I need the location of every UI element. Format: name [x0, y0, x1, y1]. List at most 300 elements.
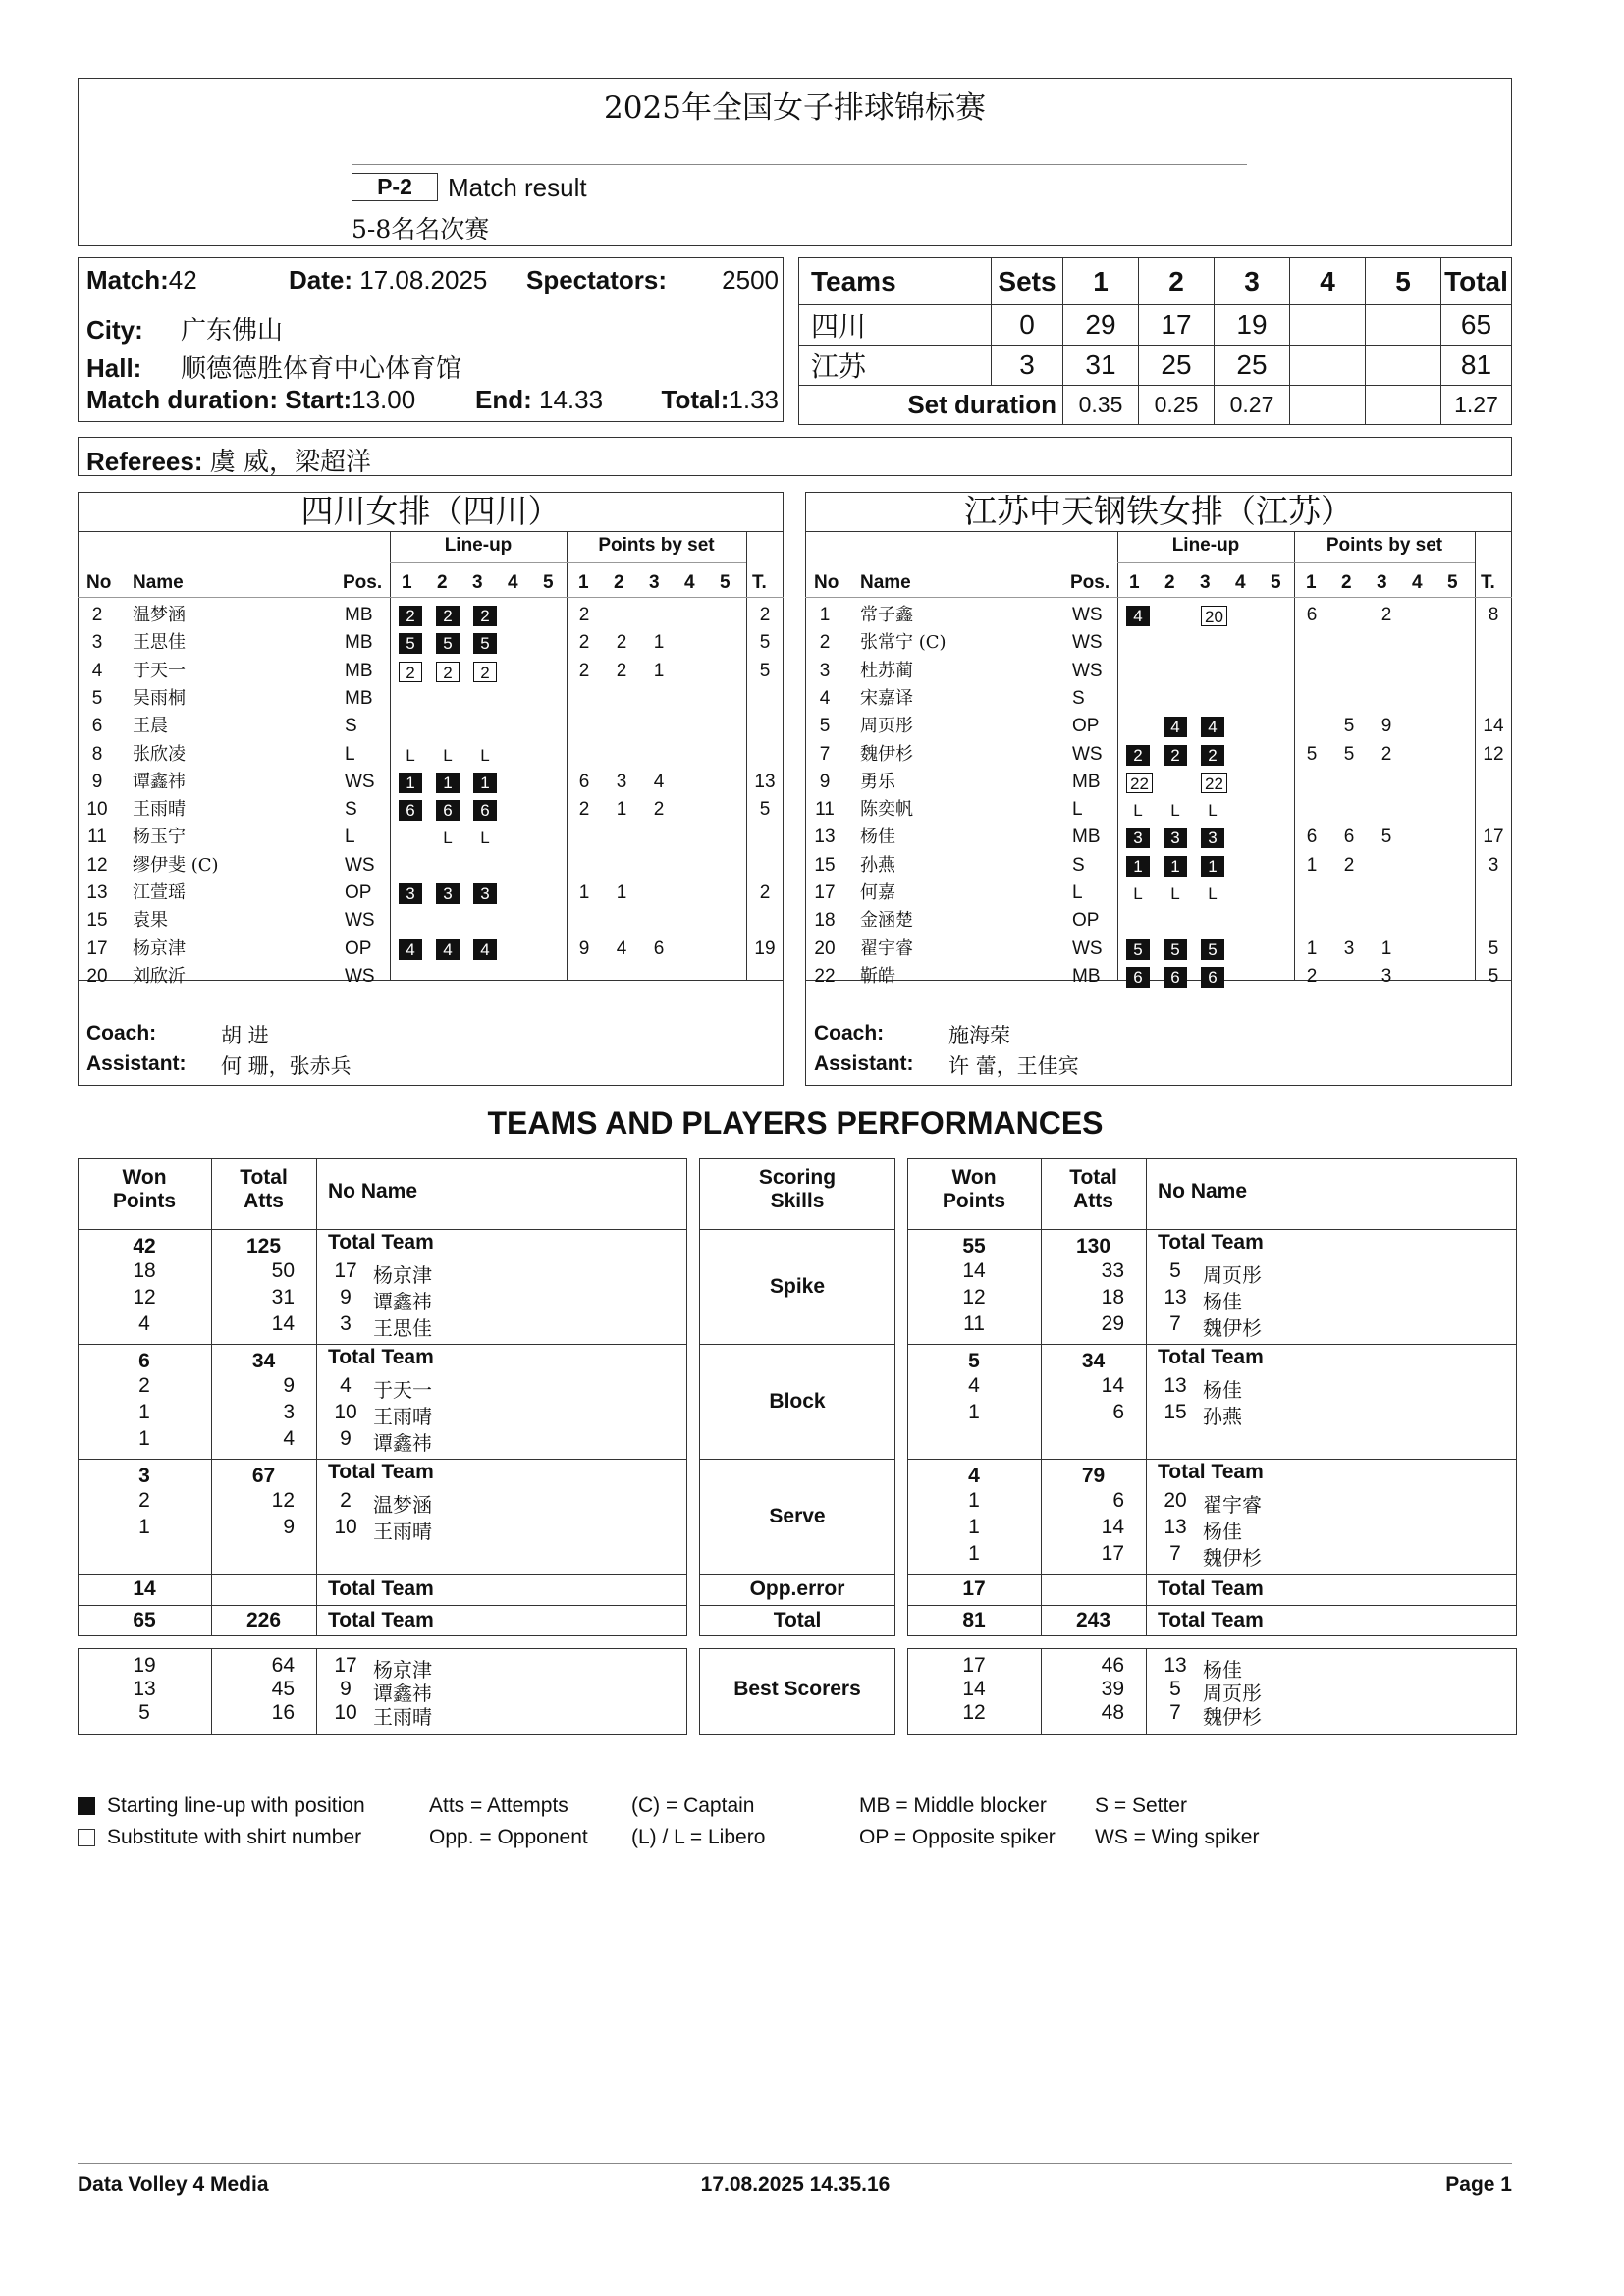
duration-label: Match duration:: [86, 385, 278, 414]
opp-error-skill: Opp.error: [749, 1577, 845, 1600]
score-header-2: 2: [1139, 258, 1215, 305]
lineup-col-4: 4: [1235, 572, 1246, 593]
player-name: 金涵楚: [860, 910, 913, 932]
best-name: 魏伊杉: [1203, 1705, 1262, 1729]
player-position: S: [345, 799, 357, 821]
player-number: 13: [86, 882, 108, 903]
player-number: 7: [1169, 1312, 1181, 1335]
player-name: 何嘉: [860, 882, 895, 903]
col-total: T.: [1481, 572, 1495, 593]
lineup-mark: 5: [436, 633, 460, 654]
phase: 5-8名名次赛: [352, 215, 490, 243]
player-number: 13: [1164, 1286, 1187, 1308]
points-col-2: 2: [1341, 572, 1352, 593]
total-points: 17: [1483, 827, 1504, 848]
set-points: 6: [578, 771, 590, 792]
player-number: 15: [1164, 1401, 1187, 1423]
player-number: 3: [340, 1312, 352, 1335]
set-points: 5: [1343, 743, 1355, 765]
coach-label: Coach:: [814, 1022, 885, 1044]
footer-right: Page 1: [1445, 2173, 1512, 2196]
col-pos: Pos.: [343, 572, 383, 593]
perf-row-rule: [78, 1574, 687, 1575]
player-won: 11: [963, 1312, 985, 1335]
legend-s: S = Setter: [1095, 1794, 1187, 1817]
player-name: 常子鑫: [860, 605, 913, 625]
points-header: Points by set: [1326, 535, 1443, 556]
score-a-set3: 19: [1215, 305, 1290, 346]
total-points: 5: [759, 632, 771, 654]
lineup-mark: 4: [399, 939, 422, 960]
player-atts: 6: [1112, 1489, 1124, 1512]
player-position: MB: [345, 660, 373, 681]
set-duration-total: 1.27: [1441, 386, 1512, 425]
player-name: 刘欣沂: [133, 965, 186, 987]
player-position: MB: [1072, 827, 1101, 848]
player-name: 江萱瑶: [133, 882, 186, 903]
player-atts: 14: [271, 1312, 295, 1335]
total-points: 5: [759, 660, 771, 681]
referees-label: Referees:: [86, 447, 203, 476]
set-points: 6: [653, 937, 665, 959]
player-number: 18: [814, 910, 836, 932]
player-name: 孙燕: [1203, 1405, 1242, 1428]
score-a-set2: 17: [1139, 305, 1215, 346]
set-points: 2: [616, 632, 627, 654]
player-name: 温梦涵: [133, 605, 186, 625]
perf-row-rule: [78, 1605, 687, 1606]
legend-libero: (L) / L = Libero: [631, 1826, 766, 1848]
player-position: S: [1072, 854, 1085, 876]
total-points: 14: [1483, 716, 1504, 737]
player-name: 谭鑫祎: [373, 1431, 432, 1455]
set-duration-label: Set duration: [799, 386, 1063, 425]
score-header-4: 4: [1290, 258, 1366, 305]
player-won: 1: [138, 1401, 150, 1423]
lineup-mark: 2: [399, 606, 422, 626]
header-total: Total: [1069, 1166, 1117, 1189]
best-name: 王雨晴: [373, 1705, 432, 1729]
lineup-mark: 5: [399, 633, 422, 654]
player-name: 谭鑫祎: [133, 771, 186, 792]
set-duration-3: 0.27: [1215, 386, 1290, 425]
total-a-atts: 226: [245, 1609, 282, 1631]
player-position: WS: [1072, 605, 1103, 625]
header-points: Points: [942, 1190, 1006, 1212]
perf-row-rule: [907, 1344, 1517, 1345]
start-label: Start:: [285, 385, 352, 414]
player-atts: 18: [1101, 1286, 1124, 1308]
lineup-header: Line-up: [444, 535, 513, 556]
player-position: MB: [345, 605, 373, 625]
player-name: 翟宇睿: [1203, 1493, 1262, 1517]
player-name: 王思佳: [133, 632, 186, 654]
player-position: WS: [1072, 632, 1103, 654]
player-atts: 14: [1101, 1374, 1124, 1397]
lineup-mark: 4: [1126, 606, 1150, 626]
skill-team-won: 6: [138, 1350, 150, 1372]
player-number: 17: [814, 882, 836, 903]
lineup-mark: 1: [473, 773, 497, 793]
skill-total-team: Total Team: [328, 1346, 434, 1368]
city-label: City:: [86, 315, 143, 345]
player-position: WS: [1072, 937, 1103, 959]
player-atts: 17: [1101, 1542, 1124, 1565]
player-position: WS: [1072, 743, 1103, 765]
best-atts: 39: [1101, 1678, 1124, 1700]
lineup-mark: L: [1208, 884, 1218, 903]
player-name: 杜苏蔺: [860, 660, 913, 681]
city-value: 广东佛山: [181, 316, 284, 346]
doc-code: P-2: [352, 173, 438, 201]
player-name: 杨佳: [1203, 1520, 1242, 1543]
lineup-mark: L: [480, 828, 490, 848]
header-skills: Skills: [770, 1190, 825, 1212]
score-header-1: 1: [1063, 258, 1139, 305]
set-points: 5: [1380, 827, 1392, 848]
total-points: 3: [1488, 854, 1499, 876]
lineup-mark: L: [443, 828, 453, 848]
lineup-mark: 3: [1126, 828, 1150, 848]
best-atts: 48: [1101, 1701, 1124, 1724]
lineup-mark: L: [480, 745, 490, 765]
score-b-set1: 31: [1063, 346, 1139, 386]
set-points: 3: [1343, 937, 1355, 959]
col-total: T.: [752, 572, 767, 593]
best-won: 14: [962, 1678, 986, 1700]
lineup-mark: 4: [473, 939, 497, 960]
footer-left: Data Volley 4 Media: [78, 2173, 269, 2196]
lineup-mark: 20: [1201, 606, 1227, 626]
player-name: 缪伊斐 (C): [133, 854, 219, 876]
set-points: 1: [578, 882, 590, 903]
skill-total-team: Total Team: [1158, 1346, 1264, 1368]
player-number: 3: [91, 632, 103, 654]
total-skill: Total: [773, 1609, 822, 1631]
player-position: WS: [345, 854, 375, 876]
perf-row-rule: [78, 1459, 687, 1460]
total-b-won: 81: [962, 1609, 986, 1631]
best-number: 17: [334, 1654, 357, 1677]
legend-atts: Atts = Attempts: [429, 1794, 568, 1817]
player-atts: 50: [271, 1259, 295, 1282]
lineup-mark: L: [1170, 801, 1180, 821]
lineup-col-3: 3: [472, 572, 483, 593]
score-header-total: Total: [1441, 258, 1512, 305]
set-points: 2: [1343, 854, 1355, 876]
skill-name: Block: [769, 1390, 826, 1413]
player-name: 杨京津: [133, 937, 186, 959]
player-name: 靳皓: [860, 965, 895, 987]
best-won: 17: [962, 1654, 986, 1677]
set-points: 5: [1306, 743, 1318, 765]
player-position: WS: [1072, 660, 1103, 681]
lineup-mark: 4: [1164, 717, 1187, 737]
lineup-mark: 5: [1126, 939, 1150, 960]
lineup-mark: L: [443, 745, 453, 765]
points-col-1: 1: [578, 572, 589, 593]
player-name: 魏伊杉: [1203, 1316, 1262, 1340]
player-number: 12: [86, 854, 108, 876]
player-position: OP: [1072, 910, 1100, 932]
lineup-mark: 4: [436, 939, 460, 960]
lineup-mark: 2: [1126, 745, 1150, 766]
player-name: 周页彤: [860, 716, 913, 737]
header-points: Points: [112, 1190, 177, 1212]
lineup-mark: 3: [473, 883, 497, 904]
set-points: 3: [1380, 965, 1392, 987]
set-points: 4: [653, 771, 665, 792]
competition-title: 2025年全国女子排球锦标赛: [604, 90, 986, 126]
score-header-3: 3: [1215, 258, 1290, 305]
total-points: 5: [1488, 937, 1499, 959]
player-position: S: [1072, 687, 1085, 709]
team-title: 四川女排（四川）: [300, 492, 561, 530]
atts-name-divider: [1146, 1648, 1147, 1735]
set-points: 2: [1306, 965, 1318, 987]
player-number: 7: [1169, 1542, 1181, 1565]
set-points: 2: [578, 799, 590, 821]
atts-name-divider: [316, 1158, 317, 1636]
skill-team-atts: 34: [1081, 1350, 1106, 1372]
player-won: 2: [138, 1374, 150, 1397]
player-atts: 14: [1101, 1516, 1124, 1538]
best-name: 杨京津: [373, 1658, 432, 1682]
legend-starting: Starting line-up with position: [107, 1794, 365, 1817]
skill-team-won: 5: [968, 1350, 980, 1372]
player-name: 温梦涵: [373, 1493, 432, 1517]
legend-captain: (C) = Captain: [631, 1794, 755, 1817]
player-number: 11: [815, 799, 835, 821]
perf-row-rule: [699, 1229, 895, 1230]
player-position: OP: [345, 882, 372, 903]
set-points: 1: [1380, 937, 1392, 959]
player-name: 孙燕: [860, 854, 895, 876]
atts-name-divider: [1146, 1158, 1147, 1636]
lineup-mark: 2: [473, 606, 497, 626]
player-won: 12: [133, 1286, 156, 1308]
lineup-mark: 22: [1126, 773, 1153, 793]
doc-title: Match result: [448, 173, 587, 202]
player-number: 15: [814, 854, 836, 876]
col-name: Name: [860, 572, 911, 593]
legend-op: OP = Opposite spiker: [859, 1826, 1056, 1848]
set-points: 1: [653, 632, 665, 654]
player-won: 2: [138, 1489, 150, 1512]
player-number: 9: [340, 1427, 352, 1450]
total-points: 8: [1488, 605, 1499, 625]
player-won: 4: [138, 1312, 150, 1335]
player-name: 杨佳: [1203, 1378, 1242, 1402]
lineup-mark: 5: [1164, 939, 1187, 960]
assistant-label: Assistant:: [814, 1052, 914, 1075]
set-points: 2: [578, 632, 590, 654]
player-number: 10: [334, 1516, 357, 1538]
best-number: 5: [1169, 1678, 1181, 1700]
spectators-value: 2500: [722, 265, 779, 294]
match-date: 17.08.2025: [359, 265, 488, 294]
player-name: 王晨: [133, 716, 168, 737]
player-position: L: [345, 743, 355, 765]
lineup-mark: 2: [399, 662, 422, 682]
lineup-mark: L: [1170, 884, 1180, 903]
end-value: 14.33: [539, 385, 604, 414]
lineup-mark: 2: [1201, 745, 1224, 766]
lineup-mark: 2: [436, 606, 460, 626]
total-points: 12: [1483, 743, 1504, 765]
lineup-mark: 2: [473, 662, 497, 682]
player-won: 1: [968, 1542, 980, 1565]
player-position: MB: [345, 632, 373, 654]
match-label: Match:: [86, 265, 169, 294]
best-atts: 64: [271, 1654, 295, 1677]
coach-name: 施海荣: [948, 1024, 1010, 1047]
opp-error-a-label: Total Team: [328, 1577, 434, 1600]
points-col-3: 3: [1377, 572, 1387, 593]
player-number: 10: [334, 1401, 357, 1423]
player-name: 周页彤: [1203, 1263, 1262, 1287]
start-value: 13.00: [352, 385, 416, 414]
set-points: 6: [1306, 605, 1318, 625]
best-won: 19: [133, 1654, 156, 1677]
player-number: 11: [87, 827, 107, 848]
set-points: 5: [1343, 716, 1355, 737]
set-points: 9: [578, 937, 590, 959]
player-position: L: [345, 827, 355, 848]
player-number: 6: [91, 716, 103, 737]
player-number: 17: [334, 1259, 357, 1282]
player-name: 王雨晴: [373, 1520, 432, 1543]
player-position: L: [1072, 799, 1083, 821]
starting-square-icon: [78, 1797, 95, 1815]
skill-team-atts: 67: [251, 1465, 276, 1487]
col-no: No: [86, 572, 112, 593]
player-won: 1: [968, 1516, 980, 1538]
lineup-mark: 1: [1164, 856, 1187, 877]
lineup-mark: 5: [473, 633, 497, 654]
perf-row-rule: [699, 1605, 895, 1606]
lineup-mark: 1: [399, 773, 422, 793]
player-number: 4: [819, 687, 831, 709]
player-name: 于天一: [133, 660, 186, 681]
player-name: 魏伊杉: [1203, 1546, 1262, 1570]
lineup-col-1: 1: [1129, 572, 1140, 593]
total-value: 1.33: [729, 385, 779, 414]
skill-name: Spike: [769, 1275, 826, 1298]
set-points: 2: [1380, 743, 1392, 765]
lineup-mark: 3: [1201, 828, 1224, 848]
spectators-label: Spectators:: [526, 265, 668, 294]
lineup-mark: 6: [1164, 967, 1187, 988]
player-atts: 12: [271, 1489, 295, 1512]
player-won: 1: [968, 1401, 980, 1423]
player-won: 1: [968, 1489, 980, 1512]
player-number: 2: [91, 605, 103, 625]
skill-team-won: 42: [133, 1235, 156, 1257]
lineup-mark: 3: [399, 883, 422, 904]
lineup-mark: 2: [1164, 745, 1187, 766]
skill-total-team: Total Team: [328, 1231, 434, 1254]
points-col-5: 5: [1447, 572, 1458, 593]
lineup-mark: L: [1133, 801, 1143, 821]
player-number: 17: [86, 937, 108, 959]
lineup-mark: 1: [436, 773, 460, 793]
lineup-mark: 2: [436, 662, 460, 682]
set-points: 2: [616, 660, 627, 681]
lineup-mark: 1: [1201, 856, 1224, 877]
skill-team-atts: 130: [1075, 1235, 1111, 1257]
skill-team-won: 4: [968, 1465, 980, 1487]
best-atts: 45: [271, 1678, 295, 1700]
player-position: MB: [1072, 965, 1101, 987]
player-won: 1: [138, 1427, 150, 1450]
best-won: 12: [962, 1701, 986, 1724]
total-points: 2: [759, 882, 771, 903]
score-team-b: 江苏: [799, 346, 992, 386]
header-no-name: No Name: [328, 1180, 418, 1202]
best-name: 周页彤: [1203, 1682, 1262, 1705]
player-number: 5: [1169, 1259, 1181, 1282]
player-atts: 9: [283, 1516, 295, 1538]
player-position: S: [345, 716, 357, 737]
header-atts: Atts: [244, 1190, 284, 1212]
coach-name: 胡 进: [221, 1024, 269, 1047]
player-name: 王雨晴: [133, 799, 186, 821]
player-number: 13: [1164, 1516, 1187, 1538]
assistant-label: Assistant:: [86, 1052, 187, 1075]
points-col-1: 1: [1306, 572, 1317, 593]
lineup-col-3: 3: [1200, 572, 1211, 593]
player-number: 8: [91, 743, 103, 765]
player-atts: 4: [283, 1427, 295, 1450]
col-no: No: [814, 572, 839, 593]
lineup-mark: 6: [1201, 967, 1224, 988]
lineup-mark: 5: [1201, 939, 1224, 960]
total-points: 19: [754, 937, 776, 959]
player-number: 9: [91, 771, 103, 792]
perf-row-rule: [78, 1344, 687, 1345]
player-name: 王思佳: [373, 1316, 432, 1340]
player-position: MB: [1072, 771, 1101, 792]
player-number: 5: [91, 687, 103, 709]
player-position: WS: [345, 771, 375, 792]
performances-title: TEAMS AND PLAYERS PERFORMANCES: [487, 1105, 1104, 1141]
total-b-label: Total Team: [1158, 1609, 1264, 1631]
lineup-mark: L: [1133, 884, 1143, 903]
lineup-col-5: 5: [1271, 572, 1281, 593]
player-name: 陈奕帆: [860, 799, 913, 821]
player-number: 7: [819, 743, 831, 765]
perf-row-rule: [699, 1459, 895, 1460]
set-points: 2: [578, 605, 590, 625]
skill-team-atts: 34: [251, 1350, 276, 1372]
player-number: 2: [819, 632, 831, 654]
player-name: 杨京津: [373, 1263, 432, 1287]
lineup-col-4: 4: [508, 572, 518, 593]
set-points: 1: [1306, 854, 1318, 876]
score-sets-b: 3: [992, 346, 1063, 386]
lineup-mark: L: [1208, 801, 1218, 821]
score-a-total: 65: [1441, 305, 1512, 346]
perf-row-rule: [699, 1574, 895, 1575]
player-atts: 9: [283, 1374, 295, 1397]
legend-mb: MB = Middle blocker: [859, 1794, 1047, 1817]
date-label: Date:: [289, 265, 353, 294]
set-points: 2: [1380, 605, 1392, 625]
player-name: 杨佳: [860, 827, 895, 848]
footer-center: 17.08.2025 14.35.16: [700, 2173, 891, 2196]
lineup-mark: 4: [1201, 717, 1224, 737]
